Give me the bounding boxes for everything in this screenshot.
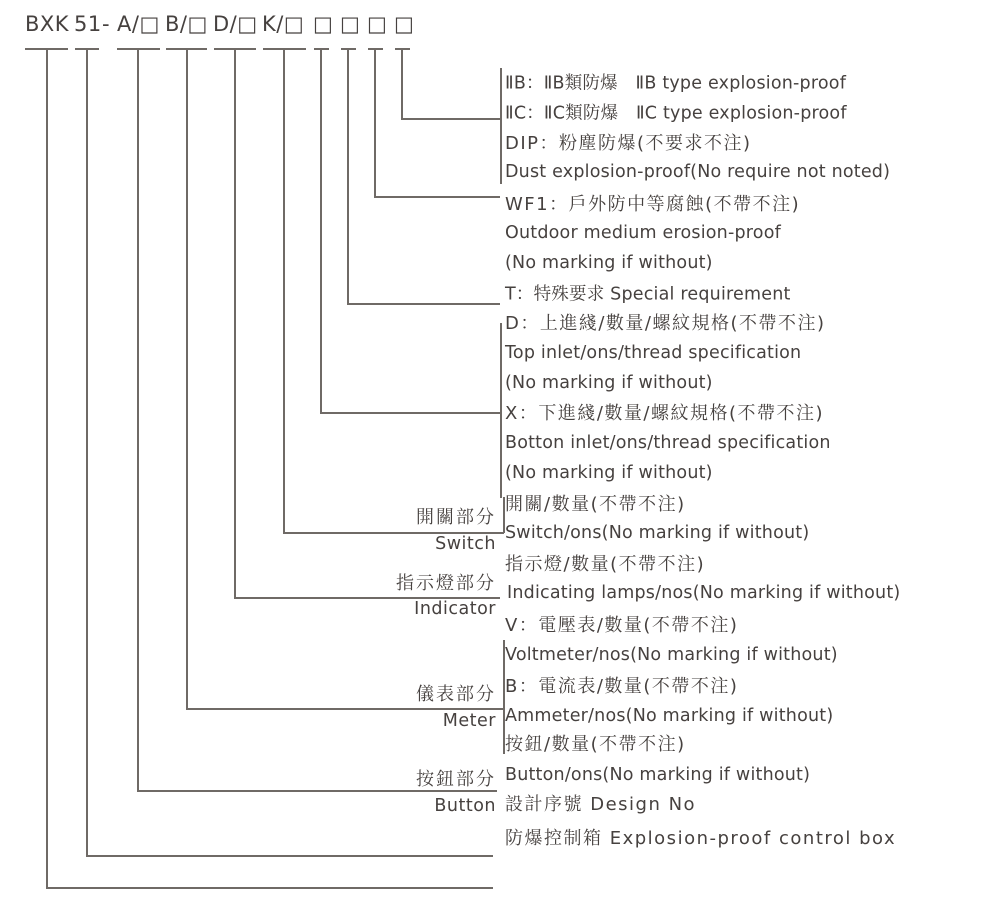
description-row: Dust explosion-proof(No require not noted): [505, 162, 891, 182]
description-row: Botton inlet/ons/thread specification: [505, 433, 831, 453]
part-label-zh: 開關部分: [416, 507, 496, 528]
part-label-en: Switch: [435, 534, 496, 554]
description-row: (No marking if without): [505, 373, 713, 393]
description-row: (No marking if without): [505, 463, 713, 483]
model-code-part-series: BXK: [25, 12, 70, 36]
model-code-part-meter-part: B/□: [165, 12, 208, 36]
description-row: ⅡC：ⅡC類防爆 ⅡC type explosion-proof: [505, 103, 847, 124]
description-row: 指示燈/數量(不帶不注): [505, 554, 706, 575]
description-row: Outdoor medium erosion-proof: [505, 223, 781, 243]
description-row: Switch/ons(No marking if without): [505, 523, 810, 543]
model-code-part-special-code: □: [340, 12, 361, 36]
description-row: Voltmeter/nos(No marking if without): [505, 645, 838, 665]
model-code-part-outdoor-code: □: [367, 12, 388, 36]
part-label-zh: 儀表部分: [416, 684, 496, 705]
description-row: B：電流表/數量(不帶不注): [505, 676, 739, 697]
description-row: T：特殊要求 Special requirement: [505, 284, 791, 305]
part-label-zh: 指示燈部分: [396, 573, 496, 594]
description-row: 設計序號 Design No: [505, 794, 697, 815]
model-code-part-indicator-part: D/□: [213, 12, 258, 36]
description-row: 開關/數量(不帶不注): [505, 494, 686, 515]
description-row: X：下進綫/數量/螺紋規格(不帶不注): [505, 403, 825, 424]
model-code-part-class-code: □: [394, 12, 415, 36]
part-label-zh: 按鈕部分: [416, 769, 496, 790]
model-code-part-button-part: A/□: [117, 12, 160, 36]
model-code-part-switch-part: K/□: [262, 12, 305, 36]
description-row: (No marking if without): [505, 253, 713, 273]
model-code-part-inlet-code: □: [313, 12, 334, 36]
description-row: D：上進綫/數量/螺紋規格(不帶不注): [505, 313, 826, 334]
description-row: 防爆控制箱 Explosion-proof control box: [505, 828, 897, 849]
description-row: Indicating lamps/nos(No marking if without): [507, 583, 901, 603]
description-row: Ammeter/nos(No marking if without): [505, 706, 834, 726]
description-row: Button/ons(No marking if without): [505, 765, 811, 785]
part-label-en: Indicator: [414, 599, 496, 619]
description-row: ⅡB：ⅡB類防爆 ⅡB type explosion-proof: [505, 73, 847, 94]
description-row: WF1：戶外防中等腐蝕(不帶不注): [505, 194, 801, 215]
description-row: Top inlet/ons/thread specification: [505, 343, 802, 363]
model-code-part-design-number: 51: [74, 12, 102, 36]
description-row: 按鈕/數量(不帶不注): [505, 734, 686, 755]
description-row: V：電壓表/數量(不帶不注): [505, 615, 739, 636]
part-label-en: Meter: [442, 711, 496, 731]
model-code-part-dash: -: [102, 12, 111, 36]
description-row: DIP：粉塵防爆(不要求不注): [505, 133, 752, 154]
part-label-en: Button: [434, 796, 496, 816]
